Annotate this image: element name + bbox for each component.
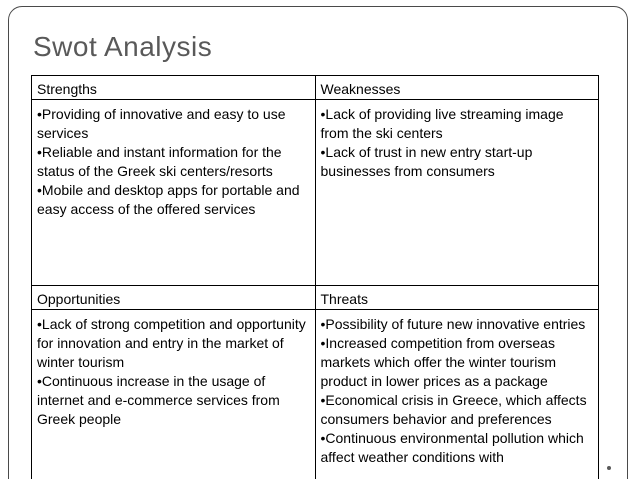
opportunities-heading: Opportunities (32, 286, 316, 310)
threats-cell (315, 310, 599, 479)
strengths-cell (32, 100, 316, 286)
swot-table (31, 75, 599, 479)
table-row (32, 286, 599, 310)
list-item: •Mobile and desktop apps for portable and easy access of the offered services (37, 182, 300, 217)
table-row (32, 310, 599, 479)
weaknesses-cell (315, 100, 599, 286)
weaknesses-list (321, 105, 594, 181)
threats-list (321, 315, 594, 467)
list-item: •Possibility of future new innovative entries (320, 316, 586, 332)
list-item: •Continuous environmental pollution which affect weather conditions with (320, 430, 584, 465)
opportunities-list (37, 315, 310, 429)
list-item: •Providing of innovative and easy to use services (37, 106, 286, 141)
list-item: •Lack of strong competition and opportunity for innovation and entry in the market of winter tourism (37, 316, 306, 370)
table-row (32, 76, 599, 100)
table-row (32, 100, 599, 286)
strengths-heading: Strengths (32, 76, 316, 100)
strengths-list (37, 105, 310, 219)
opportunities-cell (32, 310, 316, 479)
list-item: •Economical crisis in Greece, which affects consumers behavior and preferences (320, 392, 587, 427)
list-item: •Lack of providing live streaming image from the ski centers (320, 106, 564, 141)
list-item: •Reliable and instant information for the status of the Greek ski centers/resorts (37, 144, 282, 179)
threats-heading: Threats (315, 286, 599, 310)
list-item: •Increased competition from overseas markets which offer the winter tourism product in lower prices as a package (320, 335, 556, 389)
list-item: •Lack of trust in new entry start-up businesses from consumers (320, 144, 533, 179)
slide-title: Swot Analysis (33, 31, 213, 62)
list-item: •Continuous increase in the usage of internet and e-commerce services from Greek people (37, 373, 280, 427)
page-marker-dot (607, 466, 611, 470)
weaknesses-heading: Weaknesses (315, 76, 599, 100)
